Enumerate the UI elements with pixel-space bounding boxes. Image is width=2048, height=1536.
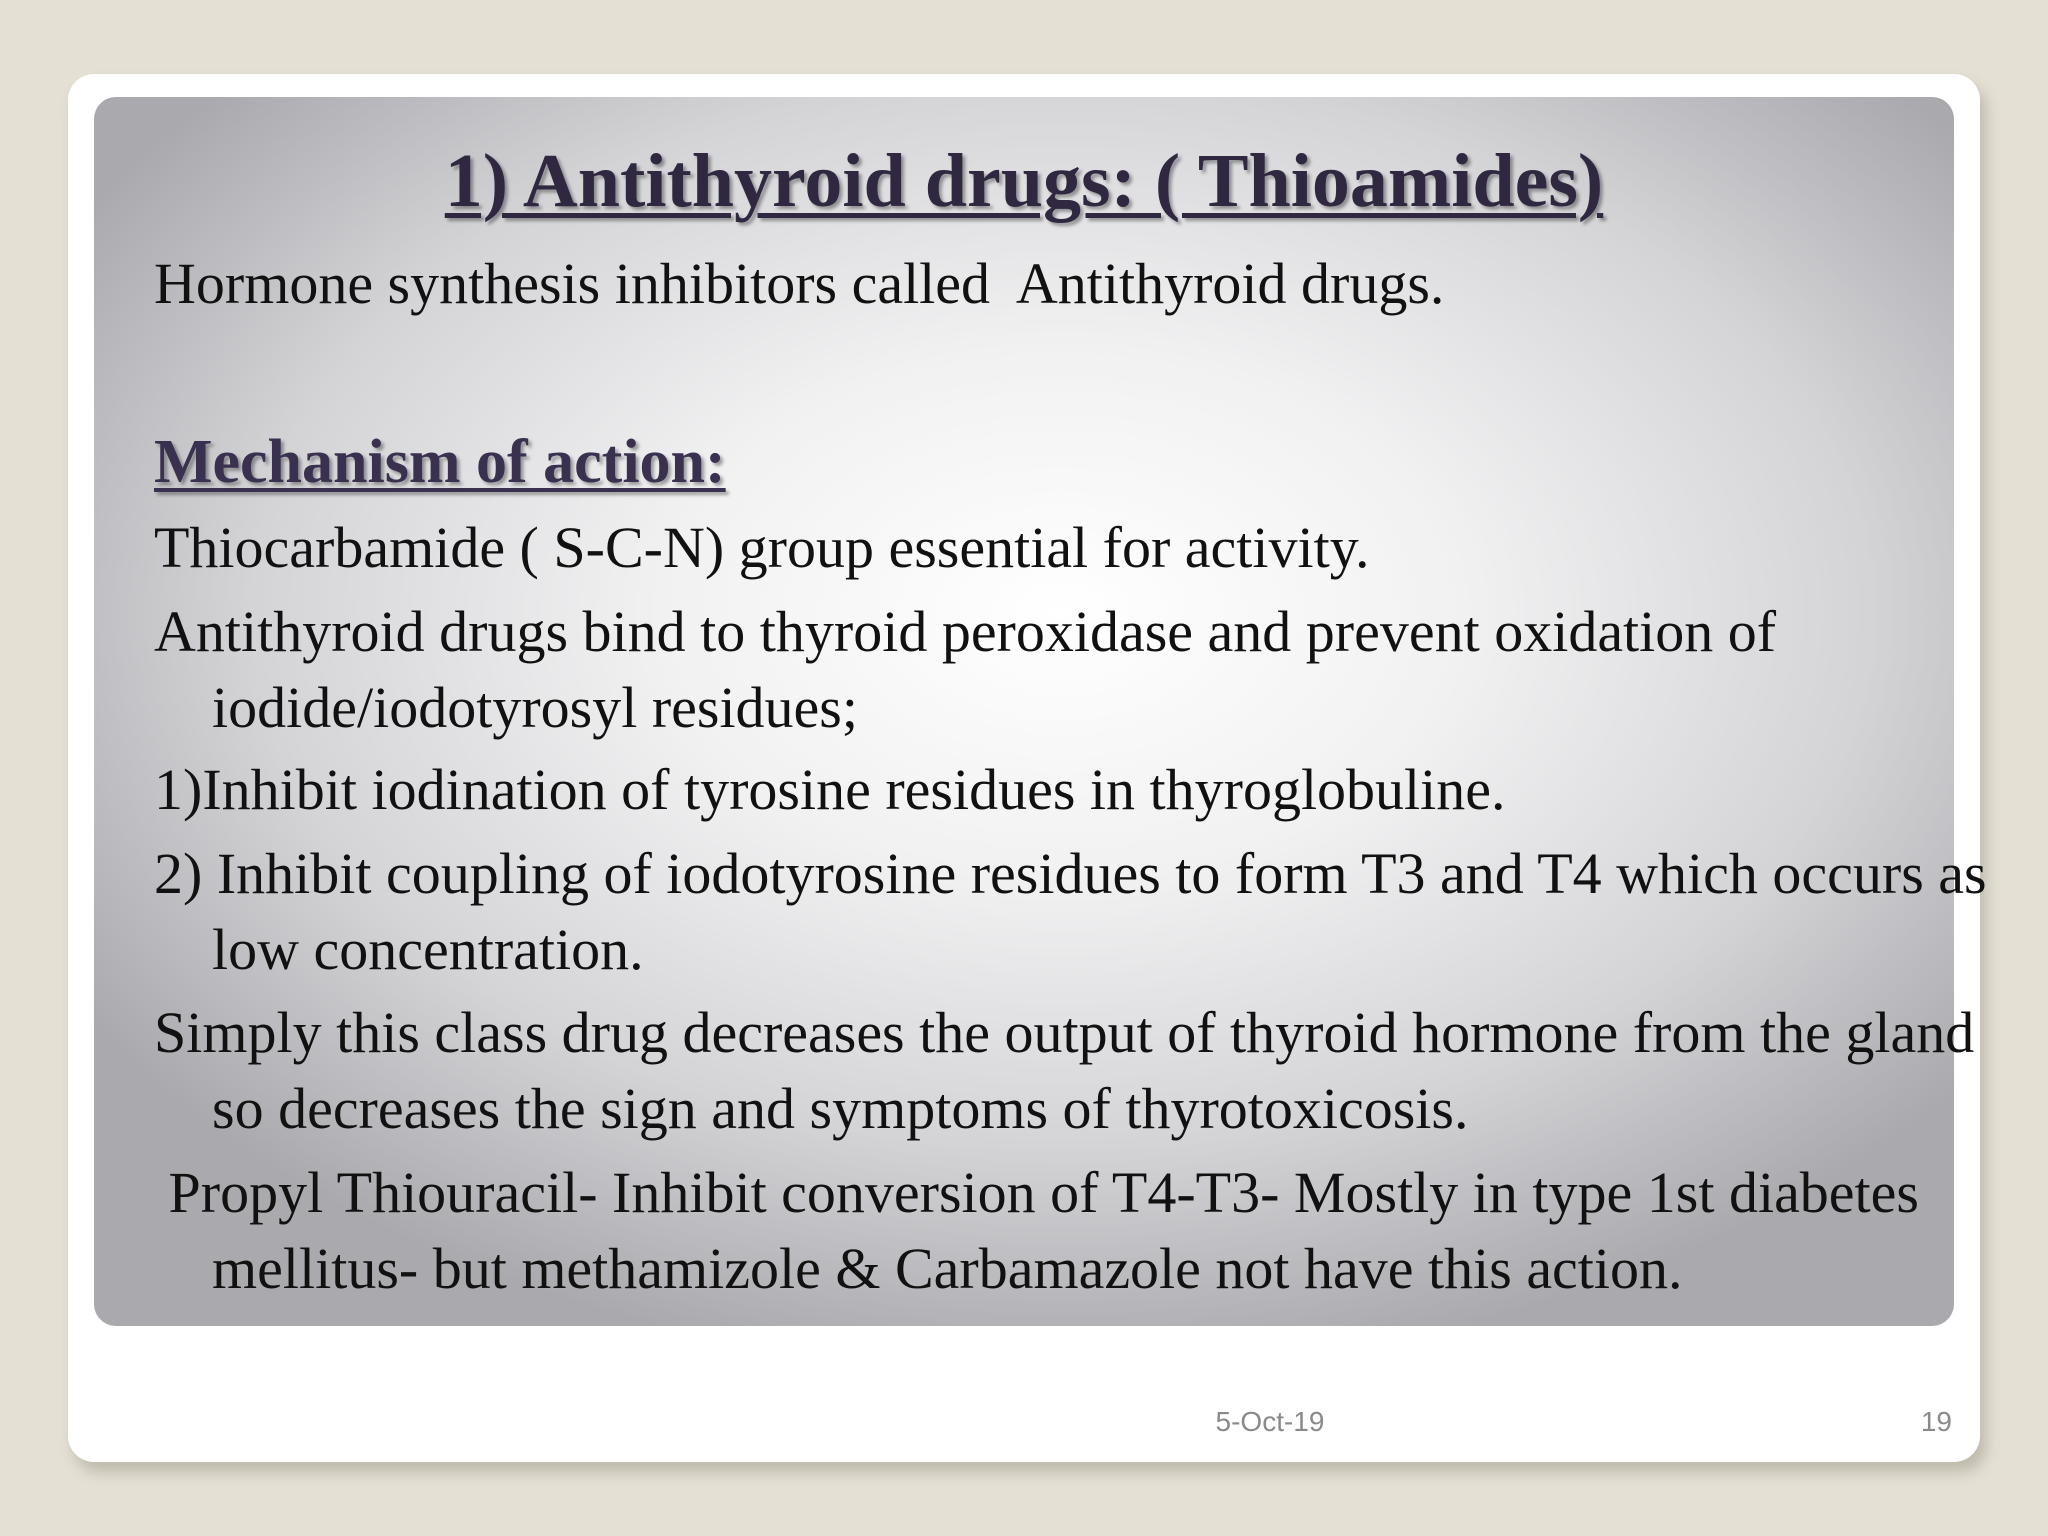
paragraph-summary: Simply this class drug decreases the output of thyroid hormone from the gland so decreases the sign and symptoms of thyrotoxicosis. [154,1000,1975,1141]
paragraph-peroxidase-binding: Antithyroid drugs bind to thyroid peroxidase and prevent oxidation of iodide/iodotyrosyl residues; [154,599,1777,740]
paragraph-inhibit-iodination: 1)Inhibit iodination of tyrosine residues in thyroglobuline. [154,757,1506,822]
paragraph-thiocarbamide: Thiocarbamide ( S-C-N) group essential for activity. [154,515,1370,580]
paragraph-inhibit-coupling: 2) Inhibit coupling of iodotyrosine residues to form T3 and T4 which occurs as low concentration. [154,841,1987,982]
slide-title: 1) Antithyroid drugs: ( Thioamides) [444,139,1604,223]
footer-date: 5-Oct-19 [1215,1406,1325,1437]
intro-text: Hormone synthesis inhibitors called Antithyroid drugs. [154,251,1445,316]
mechanism-heading: Mechanism of action: [154,428,726,496]
slide-number: 19 [1920,1406,1952,1437]
paragraph-propyl-thiouracil: Propyl Thiouracil- Inhibit conversion of T4-T3- Mostly in type 1st diabetes mellitus- but methamizole & Carbamazole not have this action. [154,1160,1934,1301]
